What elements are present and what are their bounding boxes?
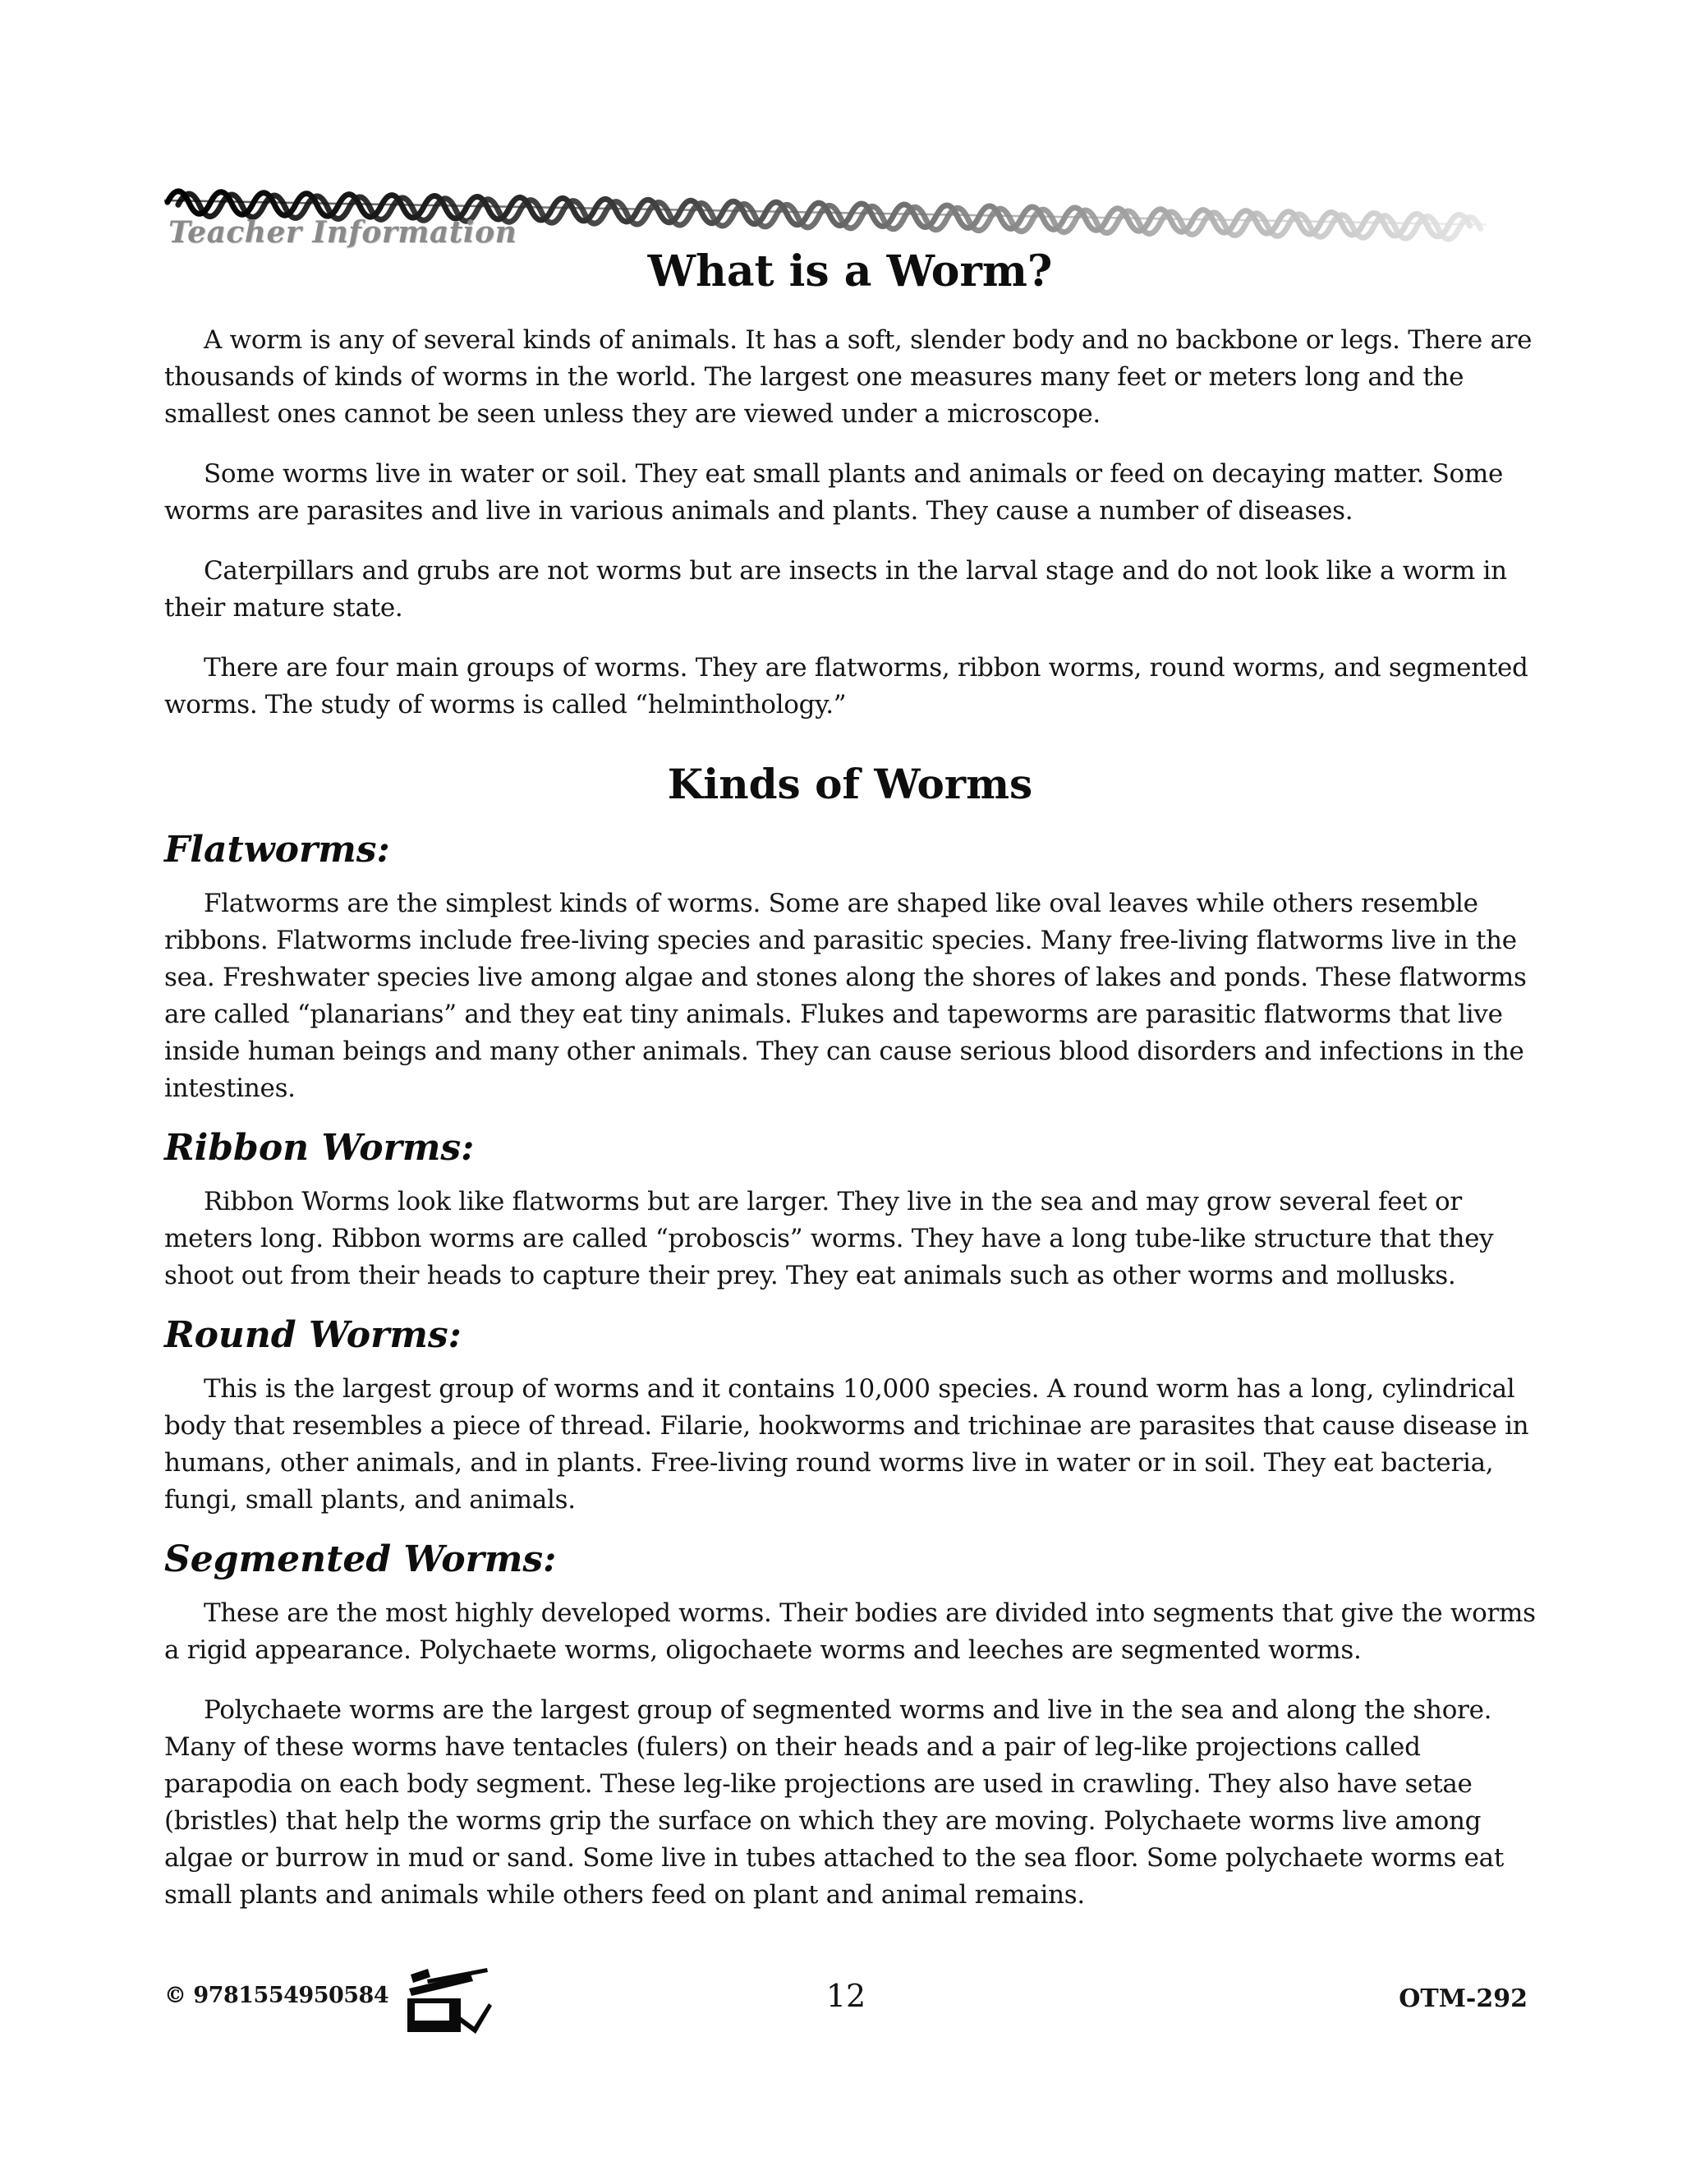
page-footer <box>164 1965 1528 2055</box>
section-paragraph: This is the largest group of worms and it contains 10,000 species. A round worm has a long, cylindrical body that resembles a piece of thread. Filarie, hookworms and trichinae are parasites that cause disease in humans, other animals, and in plants. Free-living round worms live in water or in soil. They eat bacteria, fungi, small plants, and animals. <box>164 1373 1529 1515</box>
section-round-worms <box>164 1314 1536 1519</box>
section-paragraph: Polychaete worms are the largest group of segmented worms and live in the sea and along the shore. Many of these worms have tentacles (fulers) on their heads and a pair of leg-like projections called parapodia on each body segment. These leg-like projections are used in crawling. They also have setae (bristles) that help the worms grip the surface on which they are moving. Polychaete worms live among algae or burrow in mud or sand. Some live in tubes attached to the sea floor. Some polychaete worms eat small plants and animals while others feed on plant and animal remains. <box>164 1694 1505 1910</box>
section-heading-ribbon-worms: Ribbon Worms: <box>164 1127 475 1170</box>
section-heading-round-worms: Round Worms: <box>164 1313 462 1356</box>
document-code: OTM-292 <box>1399 1984 1528 2013</box>
section-heading-segmented-worms: Segmented Worms: <box>164 1538 557 1580</box>
copyright-isbn: © 9781554950584 <box>164 1983 389 2008</box>
intro-paragraph: Caterpillars and grubs are not worms but are insects in the larval stage and do not look like a worm in their mature state. <box>164 556 1507 623</box>
intro-paragraph: A worm is any of several kinds of animals. It has a soft, slender body and no backbone or legs. There are thousands of kinds of worms in the world. The largest one measures many feet or meters long and the smallest ones cannot be seen unless they are viewed under a microscope. <box>164 325 1533 430</box>
teacher-information-label: Teacher Information <box>168 215 517 250</box>
section-flatworms <box>164 829 1536 1107</box>
intro-paragraph: There are four main groups of worms. They are flatworms, ribbon worms, round worms, and segmented worms. The study of worms is called “helminthology.” <box>164 653 1528 720</box>
page-content <box>164 246 1536 1933</box>
section-heading-flatworms: Flatworms: <box>164 829 390 871</box>
section-paragraph: These are the most highly developed worms. Their bodies are divided into segments that give the worms a rigid appearance. Polychaete worms, oligochaete worms and leeches are segmented worms. <box>164 1598 1536 1665</box>
section-paragraph: Ribbon Worms look like flatworms but are larger. They live in the sea and may grow several feet or meters long. Ribbon worms are called “proboscis” worms. They have a long tube-like structure that they shoot out from their heads to capture their prey. They eat animals such as other worms and mollusks. <box>164 1186 1494 1290</box>
page-title: What is a Worm? <box>647 246 1053 297</box>
kinds-of-worms-heading: Kinds of Worms <box>667 760 1033 809</box>
footer-left-group <box>164 1965 492 2047</box>
section-ribbon-worms <box>164 1127 1536 1294</box>
page-number: 12 <box>825 1978 866 2014</box>
section-segmented-worms <box>164 1538 1536 1914</box>
intro-paragraph: Some worms live in water or soil. They eat small plants and animals or feed on decaying matter. Some worms are parasites and live in various animals and plants. They cause a number of diseases. <box>164 459 1504 526</box>
copier-icon <box>400 1965 492 2047</box>
section-paragraph: Flatworms are the simplest kinds of worms. Some are shaped like oval leaves while others resemble ribbons. Flatworms include free-living species and parasitic species. Many free-living flatworms live in the sea. Freshwater species live among algae and stones along the shores of lakes and ponds. These flatworms are called “planarians” and they eat tiny animals. Flukes and tapeworms are parasitic flatworms that live inside human beings and many other animals. They can cause serious blood disorders and infections in the intestines. <box>164 889 1527 1104</box>
